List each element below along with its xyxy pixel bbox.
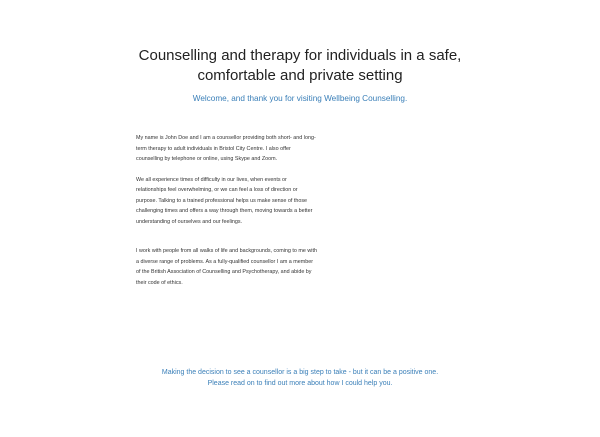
headline-line-2: comfortable and private setting [197, 67, 403, 84]
page-headline [0, 46, 600, 86]
intro-paragraph-3: I work with people from all walks of life and backgrounds, coming to me with a diverse range of problems. As a fully-qualified counsellor I am a member of the British Association of Counselling and Psychotherapy, and abide by their code of ethics. [136, 248, 317, 286]
intro-paragraph-2: We all experience times of difficulty in our lives, when events or relationships feel overwhelming, or we can feel a loss of direction or purpose. Talking to a trained professional helps us make sense of those challenging times and offers a way through them, moving towards a better understanding of ourselves and our feelings. [136, 176, 313, 225]
intro-text [136, 133, 318, 288]
intro-paragraph-1: My name is John Doe and I am a counsellor providing both short- and long-term therapy to adult individuals in Bristol City Centre. I also offer counselling by telephone or online, using Skype and Zoom. [136, 135, 316, 162]
headline-line-1: Counselling and therapy for individuals in a safe, [138, 47, 462, 64]
closing-line-1: Making the decision to see a counsellor is a big step to take - but it can be a positive one. [161, 369, 439, 376]
closing-message [0, 368, 600, 389]
closing-line-2: Please read on to find out more about how I could help you. [207, 379, 393, 387]
welcome-message: Welcome, and thank you for visiting Wellbeing Counselling. [192, 94, 408, 103]
